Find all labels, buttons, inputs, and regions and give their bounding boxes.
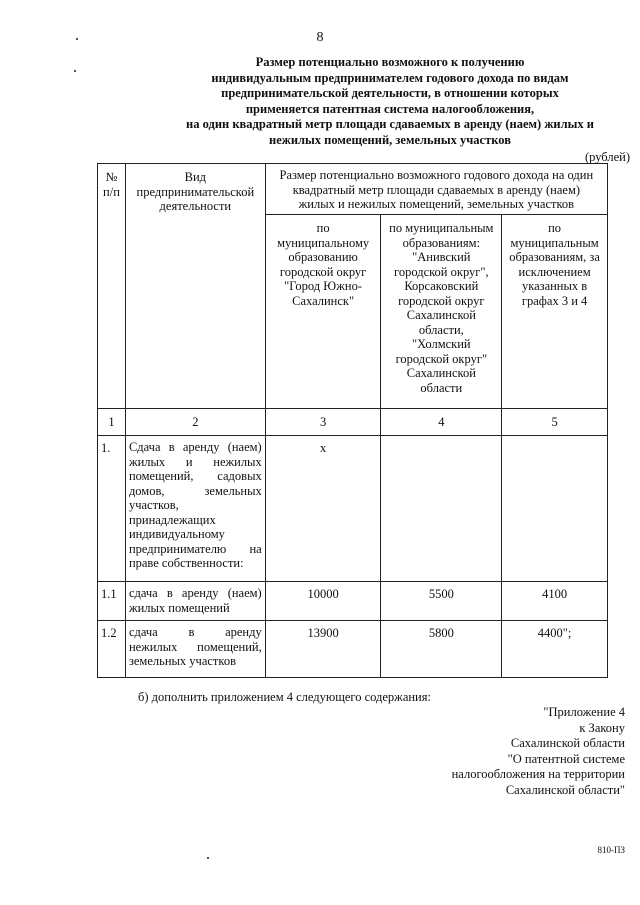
row-number: 1. [98,436,126,582]
column-number-row [98,409,608,436]
table-row [98,582,608,621]
income-table [97,163,608,678]
column-number: 2 [125,409,265,436]
value-cell [502,436,608,582]
scan-speck [74,70,76,72]
title-line: предпринимательской деятельности, в отношении которых [221,86,559,100]
header-number: № п/п [98,164,126,409]
value-cell: 4100 [502,582,608,621]
scan-speck [207,857,209,859]
value-cell: 5500 [381,582,502,621]
column-number: 1 [98,409,126,436]
row-number: 1.1 [98,582,126,621]
activity-cell: сдача в аренду нежилых помещений, земельных участков [125,621,265,678]
appendix-line: "Приложение 4 [543,705,625,719]
activity-cell: сдача в аренду (наем) жилых помещений [125,582,265,621]
value-cell: 4400"; [502,621,608,678]
title-line: на один квадратный метр площади сдаваемых в аренду (наем) жилых и [186,117,594,131]
appendix-line: "О патентной системе [507,751,625,766]
activity-cell: Сдача в аренду (наем) жилых и нежилых помещений, садовых домов, земельных участков, принадлежащих индивидуальному предпринимателю на праве собственности: [125,436,265,582]
appendix-line: Сахалинской области" [505,782,625,797]
column-number: 3 [265,409,381,436]
currency-unit: (рублей) [584,150,630,164]
value-cell [381,436,502,582]
header-income-size: Размер потенциально возможного годового дохода на один квадратный метр площади сдаваемых в аренду (наем) жилых и нежилых помещений, земельных участков [265,164,607,215]
subheader-col3: по муниципальному образованию городской округ "Город Южно- Сахалинск" [265,215,381,409]
value-cell: 10000 [265,582,381,621]
value-cell: 13900 [265,621,381,678]
value-cell: х [265,436,381,582]
table-row [98,436,608,582]
amendment-text: б) дополнить приложением 4 следующего содержания: [138,690,431,704]
subheader-col5: по муниципальным образованиям, за исключением указанных в графах 3 и 4 [502,215,608,409]
appendix-line: к Закону [579,720,625,735]
appendix-header [452,705,625,798]
title-line: индивидуальным предпринимателем годового дохода по видам [211,70,569,85]
appendix-line: налогообложения на территории [451,767,625,781]
table-title [150,55,630,148]
row-number: 1.2 [98,621,126,678]
title-line: применяется патентная система налогообложения, [245,101,535,116]
scan-speck [76,38,78,40]
value-cell: 5800 [381,621,502,678]
column-number: 4 [381,409,502,436]
table-row [98,621,608,678]
header-row [98,164,608,215]
page-number: 8 [316,30,324,45]
appendix-line: Сахалинской области [510,736,625,750]
title-line: Размер потенциально возможного к получению [255,55,525,69]
title-line: нежилых помещений, земельных участков [269,132,511,147]
document-code: 810-ПЗ [597,845,625,855]
column-number: 5 [502,409,608,436]
header-activity: Вид предпринимательской деятельности [125,164,265,409]
subheader-col4: по муниципальным образованиям: "Анивский городской округ", Корсаковский городской округ Сахалинской области, "Холмский городской округ" Сахалинской области [381,215,502,409]
